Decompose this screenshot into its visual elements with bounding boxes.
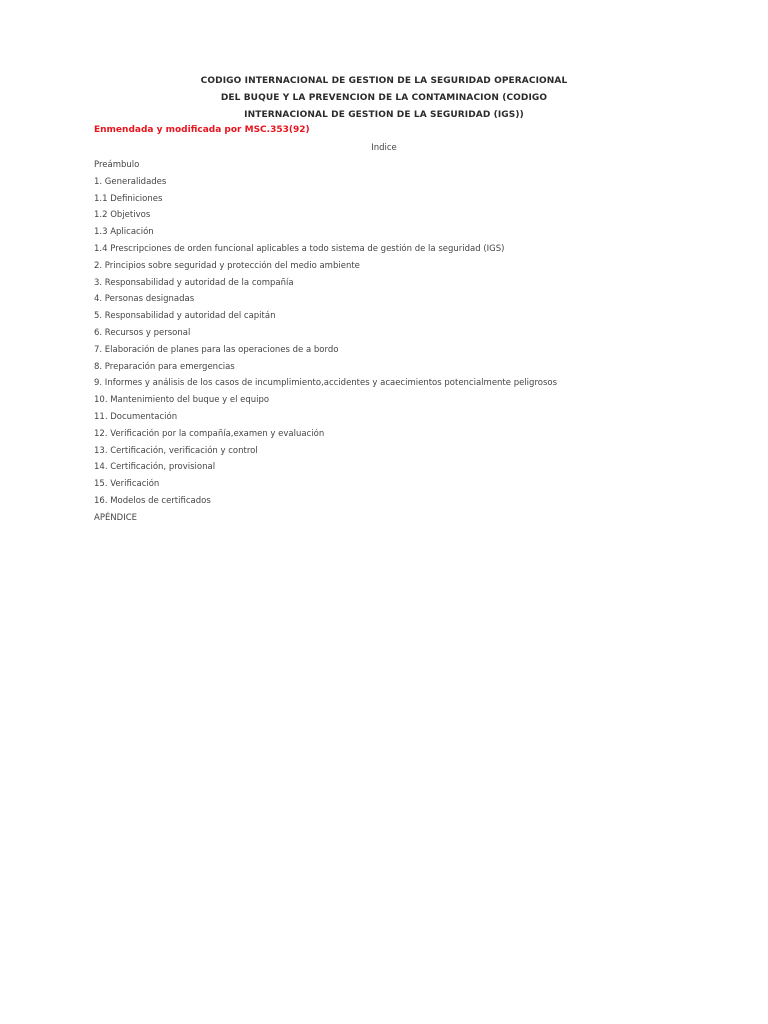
toc-item: 2. Principios sobre seguridad y protección del medio ambiente [94,260,360,271]
amendment-note: Enmendada y modificada por MSC.353(92) [94,125,310,135]
index-heading: Indice [371,143,397,153]
toc-item: 1.2 Objetivos [94,210,151,221]
toc-item: 7. Elaboración de planes para las operaciones de a bordo [94,344,339,355]
title-line-1: CODIGO INTERNACIONAL DE GESTION DE LA SEGURIDAD OPERACIONAL [200,76,568,86]
toc-item: APÉNDICE [94,512,138,523]
toc-item: 14. Certificación, provisional [94,462,216,473]
toc-item: 9. Informes y análisis de los casos de incumplimiento,accidentes y acaecimientos potencialmente peligrosos [94,378,558,389]
toc-item: 6. Recursos y personal [94,327,191,338]
document-title [94,73,674,124]
toc-item: 3. Responsabilidad y autoridad de la compañía [94,277,294,288]
toc-item: 13. Certificación, verificación y control [94,445,258,456]
table-of-contents [94,157,557,527]
toc-item: 1. Generalidades [94,176,167,187]
toc-item: Preámbulo [94,160,140,170]
toc-item: 11. Documentación [94,411,178,422]
toc-item: 12. Verificación por la compañía,examen y evaluación [94,428,325,439]
toc-item: 8. Preparación para emergencias [94,361,235,372]
toc-item: 1.4 Prescripciones de orden funcional aplicables a todo sistema de gestión de la seguridad (IGS) [94,243,505,254]
toc-item: 15. Verificación [94,479,160,490]
toc-item: 1.1 Definiciones [94,193,163,204]
toc-item: 4. Personas designadas [94,294,195,305]
toc-item: 1.3 Aplicación [94,227,154,238]
title-line-3: INTERNACIONAL DE GESTION DE LA SEGURIDAD (IGS)) [244,110,524,120]
title-line-2: DEL BUQUE Y LA PREVENCION DE LA CONTAMINACION (CODIGO [220,93,548,103]
toc-item: 10. Mantenimiento del buque y el equipo [94,395,270,406]
toc-item: 16. Modelos de certificados [94,495,211,506]
toc-item: 5. Responsabilidad y autoridad del capitán [94,311,276,322]
